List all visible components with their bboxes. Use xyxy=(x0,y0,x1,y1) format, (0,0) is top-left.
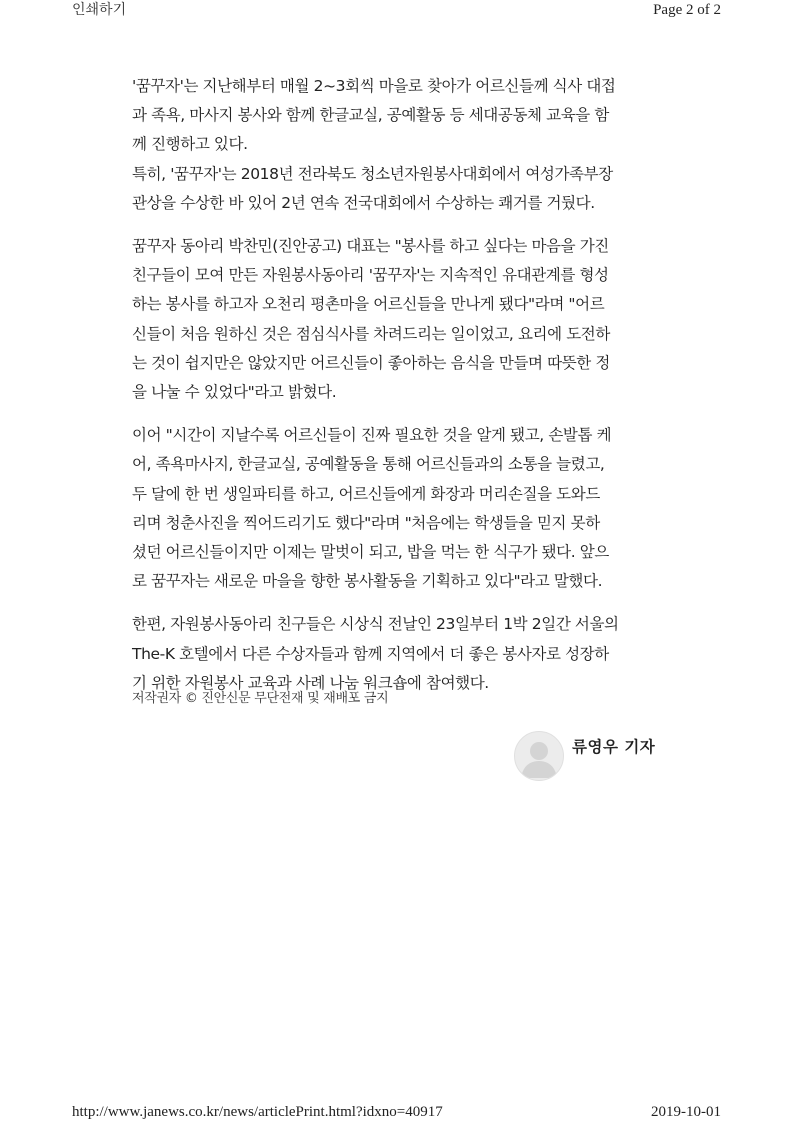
paragraph-line: 이어 "시간이 지날수록 어르신들이 진짜 필요한 것을 알게 됐고, 손발톱 케 xyxy=(132,426,612,445)
paragraph-line: 관상을 수상한 바 있어 2년 연속 전국대회에서 수상하는 쾌거를 거뒀다. xyxy=(132,193,595,212)
person-silhouette-icon xyxy=(514,731,564,781)
copyright-notice: 저작권자 © 진안신문 무단전재 및 재배포 금지 xyxy=(132,691,389,706)
page-number: Page 2 of 2 xyxy=(653,2,721,18)
paragraph-line: 신들이 처음 원하신 것은 점심식사를 차려드리는 일이었고, 요리에 도전하 xyxy=(132,324,610,343)
article-body xyxy=(132,72,664,712)
paragraph-line: 기 위한 자원봉사 교육과 사례 나눔 워크숍에 참여했다. xyxy=(132,673,489,692)
print-title: 인쇄하기 xyxy=(72,2,127,18)
author-name: 류영우 기자 xyxy=(572,738,656,756)
paragraph-line: 과 족욕, 마사지 봉사와 함께 한글교실, 공예활동 등 세대공동체 교육을 함 xyxy=(132,106,609,125)
paragraph-line: 리며 청춘사진을 찍어드리기도 했다"라며 "처음에는 학생들을 믿지 못하 xyxy=(132,513,600,532)
paragraph-line: 로 꿈꾸자는 새로운 마을을 향한 봉사활동을 기획하고 있다"라고 말했다. xyxy=(132,572,603,591)
paragraph-line: 께 진행하고 있다. xyxy=(132,135,248,154)
article-url: http://www.janews.co.kr/news/articlePrint.html?idxno=40917 xyxy=(72,1104,443,1120)
paragraph-3 xyxy=(132,421,664,596)
paragraph-line: The-K 호텔에서 다른 수상자들과 함께 지역에서 더 좋은 봉사자로 성장하 xyxy=(132,644,609,663)
paragraph-line: 셨던 어르신들이지만 이제는 말벗이 되고, 밥을 먹는 한 식구가 됐다. 앞으 xyxy=(132,543,609,562)
paragraph-line: '꿈꾸자'는 지난해부터 매월 2~3회씩 마을로 찾아가 어르신들께 식사 대접 xyxy=(132,77,616,95)
paragraph-1 xyxy=(132,72,664,218)
paragraph-line: 특히, '꿈꾸자'는 2018년 전라북도 청소년자원봉사대회에서 여성가족부장 xyxy=(132,164,613,183)
paragraph-line: 을 나눌 수 있었다"라고 밝혔다. xyxy=(132,383,337,402)
paragraph-line: 두 달에 한 번 생일파티를 하고, 어르신들에게 화장과 머리손질을 도와드 xyxy=(132,484,600,503)
paragraph-line: 하는 봉사를 하고자 오천리 평촌마을 어르신들을 만나게 됐다"라며 "어르 xyxy=(132,295,605,314)
paragraph-4 xyxy=(132,610,664,698)
paragraph-2 xyxy=(132,232,664,407)
print-date: 2019-10-01 xyxy=(651,1104,721,1120)
author-byline xyxy=(514,731,655,781)
paragraph-line: 친구들이 모여 만든 자원봉사동아리 '꿈꾸자'는 지속적인 유대관계를 형성 xyxy=(132,266,609,285)
paragraph-line: 한편, 자원봉사동아리 친구들은 시상식 전날인 23일부터 1박 2일간 서울의 xyxy=(132,615,619,634)
paragraph-line: 꿈꾸자 동아리 박찬민(진안공고) 대표는 "봉사를 하고 싶다는 마음을 가진 xyxy=(132,237,609,256)
paragraph-line: 는 것이 쉽지만은 않았지만 어르신들이 좋아하는 음식을 만들며 따뜻한 정 xyxy=(132,353,610,372)
paragraph-line: 어, 족욕마사지, 한글교실, 공예활동을 통해 어르신들과의 소통을 늘렸고, xyxy=(132,455,605,474)
